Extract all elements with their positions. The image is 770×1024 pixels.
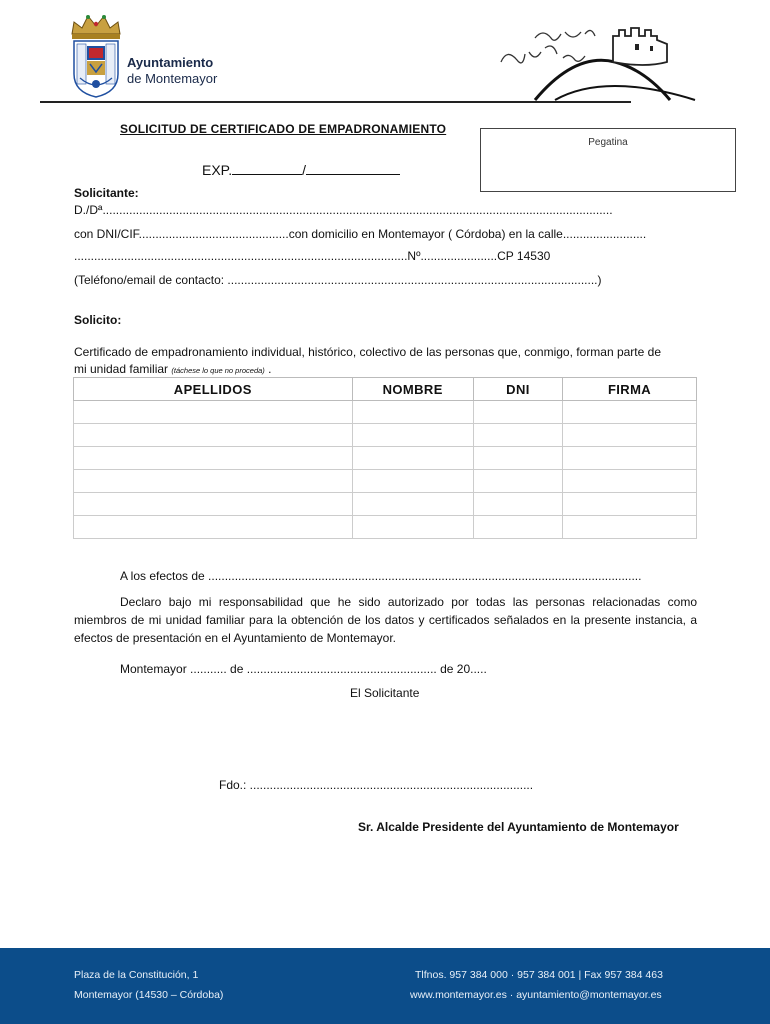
declaration-statement: Declaro bajo mi responsabilidad que he sido autorizado por todas las personas relacionadas como miembros de mi unidad familiar para la obtención de los datos y certificados señalados en la presente instancia, a efectos de presentación en el Ayuntamiento de Montemayor. — [74, 595, 697, 645]
table-cell[interactable] — [473, 447, 562, 470]
table-row — [74, 401, 697, 424]
table-cell[interactable] — [352, 447, 473, 470]
table-cell[interactable] — [352, 401, 473, 424]
request-note: (táchese lo que no proceda) — [171, 366, 265, 375]
table-cell[interactable] — [563, 424, 697, 447]
table-cell[interactable] — [352, 424, 473, 447]
signature-line[interactable]: Fdo.: ..................................................................................... — [219, 778, 534, 792]
table-cell[interactable] — [74, 470, 353, 493]
sticker-box — [480, 128, 736, 192]
table-cell[interactable] — [473, 470, 562, 493]
request-text-line2 — [74, 362, 271, 378]
footer-phones: Tlfnos. 957 384 000 · 957 384 001 | Fax 957 384 463 — [415, 969, 663, 981]
footer-address-line2: Montemayor (14530 – Córdoba) — [74, 989, 224, 1001]
table-row — [74, 447, 697, 470]
table-cell[interactable] — [563, 447, 697, 470]
family-members-table — [73, 377, 697, 539]
table-cell[interactable] — [563, 470, 697, 493]
table-cell[interactable] — [352, 516, 473, 539]
column-header-name: NOMBRE — [352, 378, 473, 401]
form-title: SOLICITUD DE CERTIFICADO DE EMPADRONAMIENTO — [120, 122, 447, 136]
footer-bar — [0, 948, 770, 1024]
column-header-signature: FIRMA — [563, 378, 697, 401]
file-number-label: EXP. — [202, 162, 233, 178]
org-name-line2: de Montemayor — [127, 71, 218, 86]
footer-web-email[interactable]: www.montemayor.es · ayuntamiento@montemayor.es — [410, 989, 662, 1001]
table-row — [74, 470, 697, 493]
footer-address-line1: Plaza de la Constitución, 1 — [74, 969, 199, 981]
applicant-name-line[interactable]: D./Dª......................................................................................................................................................... — [74, 203, 613, 217]
request-heading: Solicito: — [74, 313, 122, 327]
request-text: Certificado de empadronamiento individual, histórico, colectivo de las personas que, conmigo, forman parte de — [74, 345, 661, 359]
applicant-id-address-line[interactable]: con DNI/CIF.............................................con domicilio en Montemayor ( Córdoba) en la calle......................... — [74, 227, 647, 241]
table-cell[interactable] — [74, 516, 353, 539]
column-header-id: DNI — [473, 378, 562, 401]
applicant-street-line[interactable]: ....................................................................................................Nº.......................CP 14530 — [74, 249, 551, 263]
file-number-row — [202, 160, 400, 178]
addressee: Sr. Alcalde Presidente del Ayuntamiento de Montemayor — [358, 820, 679, 834]
request-text-continued: mi unidad familiar — [74, 362, 169, 376]
applicant-heading: Solicitante: — [74, 186, 139, 200]
purpose-line[interactable]: A los efectos de .................................................................................................................................. — [120, 569, 642, 583]
table-cell[interactable] — [473, 493, 562, 516]
table-cell[interactable] — [473, 516, 562, 539]
applicant-signature-label: El Solicitante — [350, 686, 420, 700]
org-name-line1: Ayuntamiento — [127, 55, 214, 70]
table-cell[interactable] — [563, 493, 697, 516]
table-header-row — [74, 378, 697, 401]
table-cell[interactable] — [563, 516, 697, 539]
table-cell[interactable] — [563, 401, 697, 424]
table-cell[interactable] — [352, 470, 473, 493]
table-row — [74, 493, 697, 516]
sticker-label: Pegatina — [588, 137, 628, 148]
table-cell[interactable] — [473, 401, 562, 424]
table-cell[interactable] — [352, 493, 473, 516]
table-cell[interactable] — [74, 493, 353, 516]
brand-logo — [495, 22, 700, 104]
place-date-line[interactable]: Montemayor ........... de ......................................................... de 20..... — [120, 662, 487, 676]
table-cell[interactable] — [74, 447, 353, 470]
request-dot: . — [268, 362, 272, 376]
table-cell[interactable] — [74, 401, 353, 424]
table-row — [74, 516, 697, 539]
file-number-separator: / — [302, 162, 306, 178]
header-divider — [40, 101, 631, 103]
file-year-field[interactable] — [306, 160, 400, 175]
table-row — [74, 424, 697, 447]
table-cell[interactable] — [473, 424, 562, 447]
applicant-contact-line[interactable]: (Teléfono/email de contacto: ...............................................................................................................) — [74, 273, 602, 287]
municipal-crest — [66, 12, 126, 98]
table-cell[interactable] — [74, 424, 353, 447]
column-header-surnames: APELLIDOS — [74, 378, 353, 401]
file-number-field[interactable] — [232, 160, 302, 175]
